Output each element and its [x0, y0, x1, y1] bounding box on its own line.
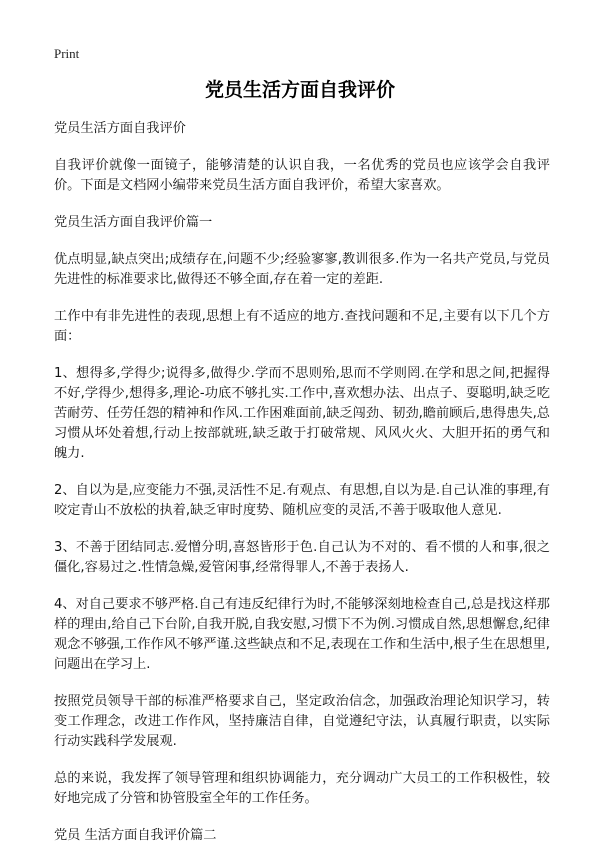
paragraph-point-3: 3、不善于团结同志.爱憎分明,喜怒皆形于色.自己认为不对的、看不惯的人和事,很之僵化,容易过之.性情急燥,爱管闲事,经常得罪人,不善于表扬人. [54, 540, 550, 575]
section-heading-1: 党员生活方面自我评价篇一 [54, 215, 213, 230]
paragraph-intro: 自我评价就像一面镜子，能够清楚的认识自我，一名优秀的党员也应该学会自我评价。下面是文档网小编带来党员生活方面自我评价，希望大家喜欢。 [54, 158, 550, 193]
paragraph-issues-intro: 工作中有非先进性的表现,思想上有不适应的地方.查找问题和不足,主要有以下几个方面： [54, 309, 550, 344]
paragraph-point-2: 2、自以为是,应变能力不强,灵活性不足.有观点、有思想,自以为是.自己认准的事理,有咬定青山不放松的执着,缺乏审时度势、随机应变的灵活,不善于吸取他人意见. [54, 483, 550, 518]
paragraph-point-4: 4、对自己要求不够严格.自己有违反纪律行为时,不能够深刻地检查自己,总是找这样那样的理由,给自己下台阶,自我开脱,自我安慰,习惯下不为例.习惯成自然,思想懈怠,纪律观念不够强,工作作风不够严谨.这些缺点和不足,表现在工作和生活中,根子生在思想里,问题出在学习上. [54, 597, 550, 672]
print-link[interactable]: Print [54, 46, 80, 61]
paragraph-subtitle: 党员生活方面自我评价 [54, 121, 186, 136]
section-heading-2: 党员 生活方面自我评价篇二 [54, 828, 217, 843]
paragraph-summary: 优点明显,缺点突出;成绩存在,问题不少;经验寥寥,教训很多.作为一名共产党员,与党员先进性的标准要求比,做得还不够全面,存在着一定的差距. [54, 252, 550, 287]
paragraph-conclusion: 总的来说，我发挥了领导管理和组织协调能力，充分调动广大员工的工作积极性，较好地完成了分管和协管股室全年的工作任务。 [54, 771, 550, 806]
document-title: 党员生活方面自我评价 [204, 79, 395, 101]
document-body [54, 119, 550, 863]
paragraph-point-1: 1、想得多,学得少;说得多,做得少.学而不思则殆,思而不学则罔.在学和思之间,把握得不好,学得少,想得多,理论-功底不够扎实.工作中,喜欢想办法、出点子、耍聪明,缺乏吃苦耐劳、任劳任怨的精神和作风.工作困难面前,缺乏闯劲、韧劲,瞻前顾后,患得患失,总习惯从坏处着想,行动上按部就班,缺乏敢于打破常规、风风火火、大胆开拓的勇气和魄力. [54, 366, 550, 461]
paragraph-commitment: 按照党员领导干部的标准严格要求自己，坚定政治信念，加强政治理论知识学习，转变工作理念，改进工作作风，坚持廉洁自律，自觉遵纪守法，认真履行职责，以实际行动实践科学发展观. [54, 694, 550, 749]
